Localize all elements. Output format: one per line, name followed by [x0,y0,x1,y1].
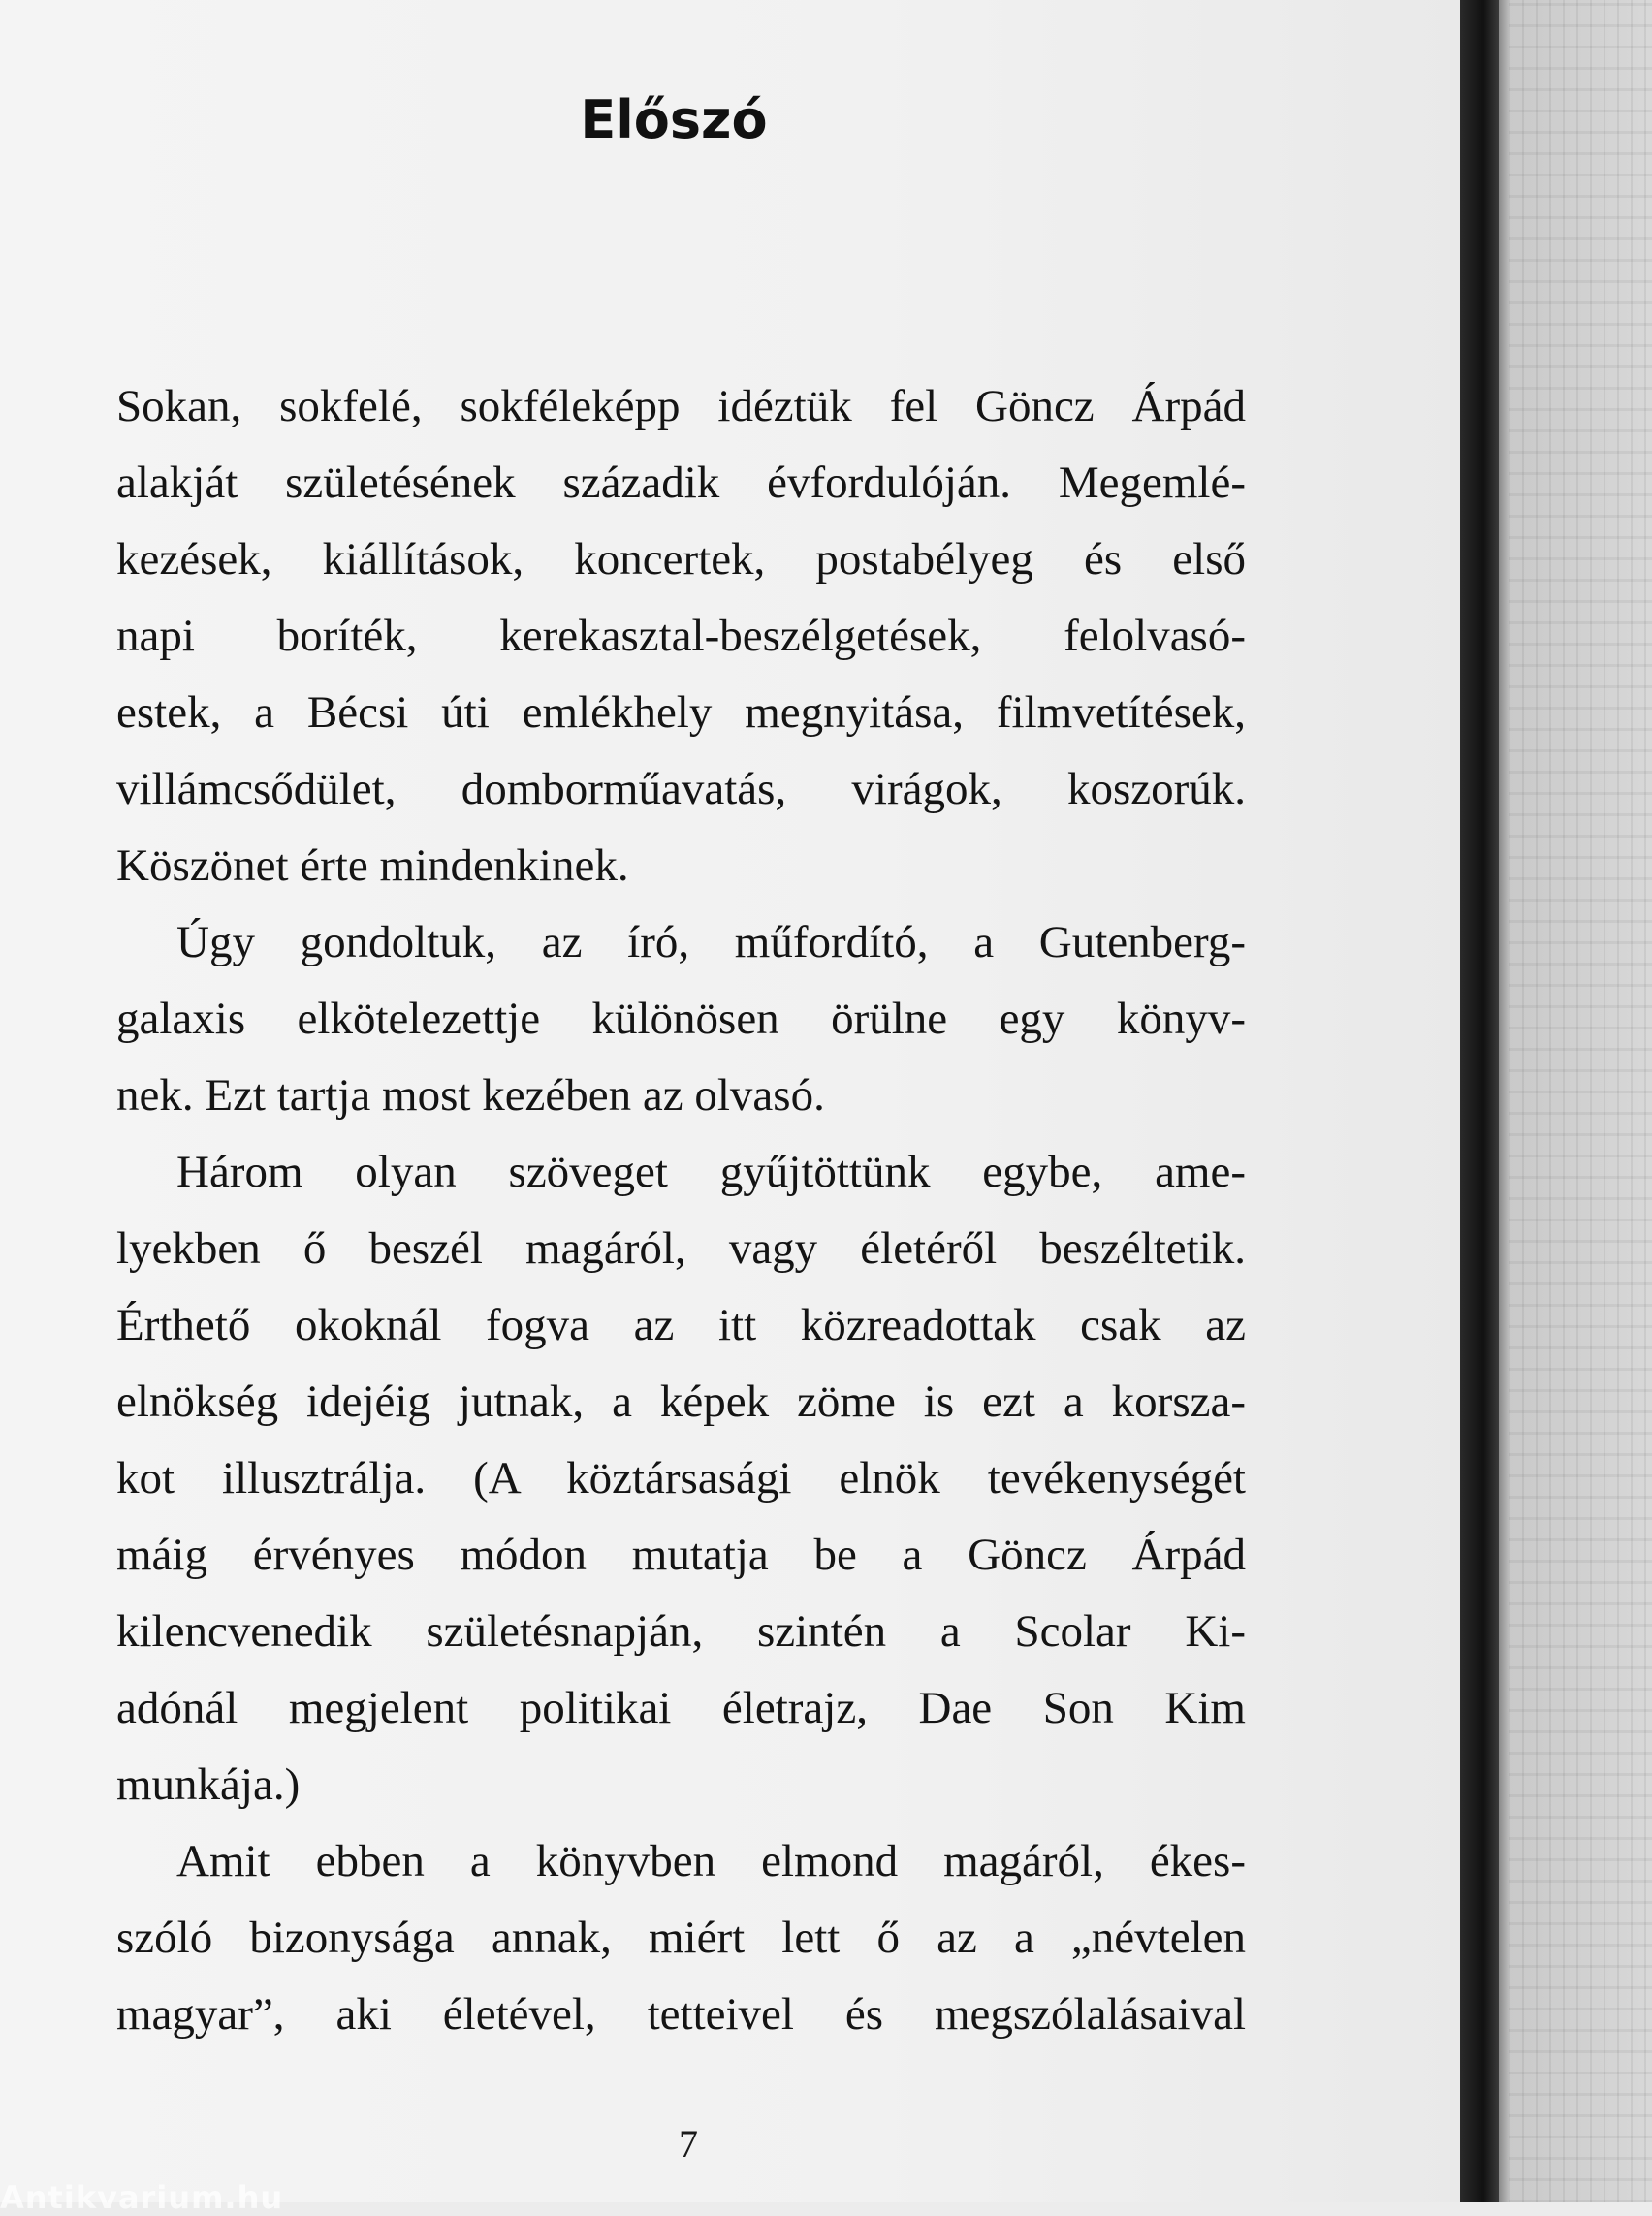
text-line: napi boríték, kerekasztal-beszélgetések, felolvasó- [116,611,1246,661]
text-line: alakját születésének századik évfordulóján. Megemlé- [116,458,1246,508]
text-line: lyekben ő beszél magáról, vagy életéről beszéltetik. [116,1223,1246,1274]
text-line: kezések, kiállítások, koncertek, postabélyeg és első [116,534,1246,585]
text-line: kilencvenedik születésnapján, szintén a Scolar Ki- [116,1606,1246,1657]
paragraph-2 [116,904,1246,1134]
text-line: villámcsődület, domborműavatás, virágok, koszorúk. [116,764,1246,814]
text-line: elnökség idejéig jutnak, a képek zöme is ezt a korsza- [116,1377,1246,1427]
text-line: Sokan, sokfelé, sokféleképp idéztük fel Göncz Árpád [116,381,1246,431]
book-page-edge-highlight [1499,0,1509,2202]
text-line: Három olyan szöveget gyűjtöttünk egybe, ame- [176,1147,1246,1197]
paragraph-4 [116,1823,1246,2053]
text-line: munkája.) [116,1759,301,1810]
text-line: Köszönet érte mindenkinek. [116,840,629,891]
paragraph-3 [116,1134,1246,1823]
text-line: Úgy gondoltuk, az író, műfordító, a Gutenberg- [176,917,1246,967]
text-line: kot illusztrálja. (A köztársasági elnök tevékenységét [116,1453,1246,1504]
background-surface [1509,0,1652,2202]
page-number: 7 [679,2122,698,2166]
text-line: estek, a Bécsi úti emlékhely megnyitása, filmvetítések, [116,687,1246,738]
text-line: Érthető okoknál fogva az itt közreadottak csak az [116,1300,1246,1350]
text-line: nek. Ezt tartja most kezében az olvasó. [116,1070,825,1121]
text-line: szóló bizonysága annak, miért lett ő az a „névtelen [116,1913,1246,1963]
page-title: Előszó [580,89,768,150]
body-text [116,368,1246,2053]
text-line: Amit ebben a könyvben elmond magáról, ékes- [176,1836,1246,1886]
text-line: magyar”, aki életével, tetteivel és megszólalásaival [116,1989,1246,2040]
text-line: adónál megjelent politikai életrajz, Dae Son Kim [116,1683,1246,1733]
watermark: Antikvarium.hu [0,2179,284,2216]
text-line: galaxis elkötelezettje különösen örülne egy könyv- [116,994,1246,1044]
book-page-edge [1460,0,1499,2202]
text-line: máig érvényes módon mutatja be a Göncz Árpád [116,1530,1246,1580]
paragraph-1 [116,368,1246,904]
